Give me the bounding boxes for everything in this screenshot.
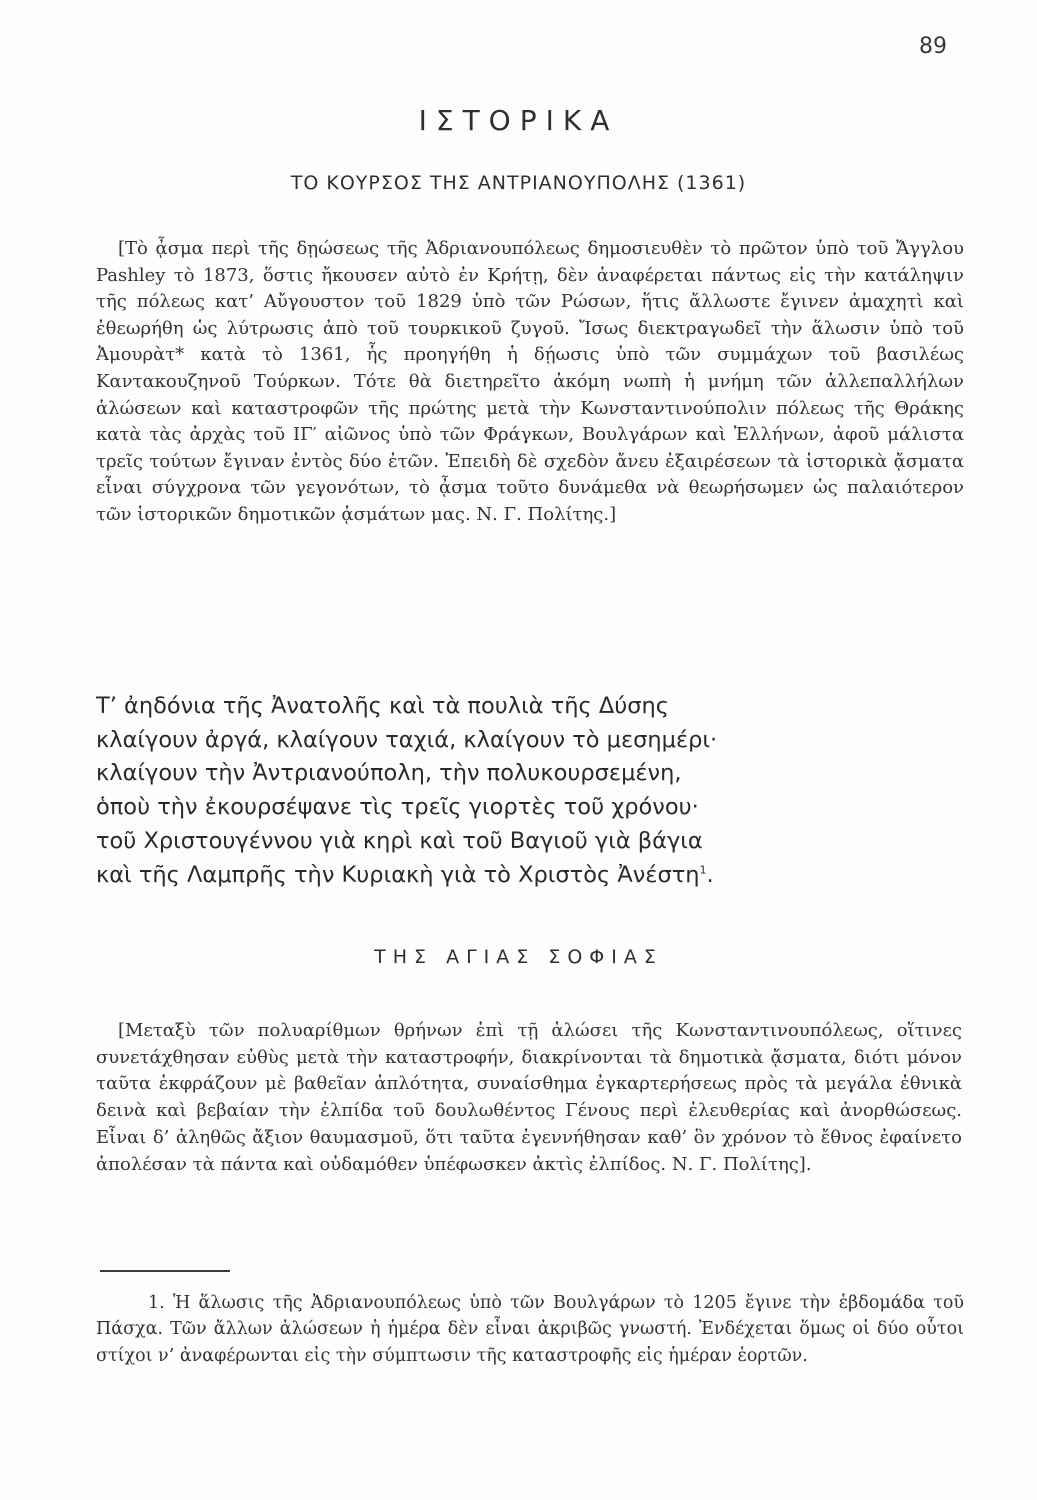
poem-verses (96, 690, 956, 892)
section-intro-text: [Μεταξὺ τῶν πολυαρίθμων θρήνων ἐπὶ τῇ ἁλώσει τῆς Κωνσταντινουπόλεως, οἵτινες συνετάχθησαν εὐθὺς μετὰ τὴν καταστροφήν, διακρίνονται τὰ δημοτικὰ ᾄσματα, διότι μόνον ταῦτα ἐκφράζουν μὲ βαθεῖαν ἁπλότητα, συναίσθημα ἐγκαρτερήσεως πρὸς τὰ μεγάλα ἐθνικὰ δεινὰ καὶ βεβαίαν τὴν ἐλπίδα τοῦ δουλωθέντος Γένους περὶ ἐλευθερίας καὶ ἀνορθώσεως. Εἶναι δ’ ἀληθῶς ἄξιον θαυμασμοῦ, ὅτι ταῦτα ἐγεννήθησαν καθ’ ὃν χρόνον τὸ ἔθνος ἐφαίνετο ἀπολέσαν τὰ πάντα καὶ οὐδαμόθεν ὑπέφωσκεν ἀκτὶς ἐλπίδος. Ν. Γ. Πολίτης]. (96, 1020, 962, 1175)
poem-line-text: καὶ τῆς Λαμπρῆς τὴν Κυριακὴ γιὰ τὸ Χριστὸς Ἀνέστη (96, 861, 700, 888)
poem-line: ὁποὺ τὴν ἐκουρσέψανε τὶς τρεῖς γιορτὲς τοῦ χρόνου· (96, 794, 699, 821)
footnote-text: 1. Ἡ ἅλωσις τῆς Ἀδριανουπόλεως ὑπὸ τῶν Βουλγάρων τὸ 1205 ἔγινε τὴν ἑβδομάδα τοῦ Πάσχα. Τῶν ἄλλων ἁλώσεων ἡ ἡμέρα δὲν εἶναι ἀκριβῶς γνωστή. Ἐνδέχεται ὅμως οἱ δύο οὗτοι στίχοι ν’ ἀναφέρωνται εἰς τὴν σύμπτωσιν τῆς καταστροφῆς εἰς ἡμέραν ἑορτῶν. (96, 1293, 964, 1366)
poem-line: Τ’ ἀηδόνια τῆς Ἀνατολῆς καὶ τὰ πουλιὰ τῆς Δύσης (96, 693, 669, 719)
page-title: ΙΣΤΟΡΙΚΑ (418, 104, 619, 137)
footnote (96, 1290, 964, 1369)
poem-line: κλαίγουν ἀργά, κλαίγουν ταχιά, κλαίγουν τὸ μεσημέρι· (96, 726, 718, 753)
section-intro-paragraph (96, 1018, 962, 1178)
poem-line-last (96, 859, 956, 893)
footnote-marker: 1 (699, 863, 707, 877)
poem-line: κλαίγουν τὴν Ἀντριανούπολη, τὴν πολυκουρσεμένη, (96, 760, 682, 787)
poem-line: τοῦ Χριστουγέννου γιὰ κηρὶ καὶ τοῦ Βαγιοῦ γιὰ βάγια (96, 827, 703, 854)
poem-title: ΤΟ ΚΟΥΡΣΟΣ ΤΗΣ ΑΝΤΡΙΑΝΟΥΠΟΛΗΣ (1361) (290, 172, 747, 194)
intro-text: [Τὸ ᾆσμα περὶ τῆς δῃώσεως τῆς Ἀδριανουπόλεως δημοσιευθὲν τὸ πρῶτον ὑπὸ τοῦ Ἄγγλου Pashley τὸ 1873, ὅστις ἤκουσεν αὐτὸ ἐν Κρήτῃ, δὲν ἀναφέρεται πάντως εἰς τὴν κατάληψιν τῆς πόλεως κατ’ Αὔγουστον τοῦ 1829 ὑπὸ τῶν Ρώσων, ἥτις ἄλλωστε ἔγινεν ἀμαχητὶ καὶ ἐθεωρήθη ὡς λύτρωσις ἀπὸ τοῦ τουρκικοῦ ζυγοῦ. Ἴσως διεκτραγωδεῖ τὴν ἅλωσιν ὑπὸ τοῦ Ἀμουρὰτ* κατὰ τὸ 1361, ἧς προηγήθη ἡ δῄωσις ὑπὸ τῶν συμμάχων τοῦ βασιλέως Καντακουζηνοῦ Τούρκων. Τότε θὰ διετηρεῖτο ἀκόμη νωπὴ ἡ μνήμη τῶν ἀλλεπαλλήλων ἁλώσεων καὶ καταστροφῶν τῆς πρώτης μετὰ τὴν Κωνσταντινούπολιν πόλεως τῆς Θράκης κατὰ τὰς ἀρχὰς τοῦ ΙΓ′ αἰῶνος ὑπὸ τῶν Φράγκων, Βουλγάρων καὶ Ἑλλήνων, ἀφοῦ μάλιστα τρεῖς τούτων ἔγιναν ἐντὸς δύο ἐτῶν. Ἐπειδὴ δὲ σχεδὸν ἄνευ ἐξαιρέσεων τὰ ἱστορικὰ ᾄσματα εἶναι σύγχρονα τῶν γεγονότων, τὸ ᾆσμα τοῦτο δυνάμεθα νὰ θεωρήσωμεν ὡς παλαιότερον τῶν ἱστορικῶν δημοτικῶν ᾀσμάτων μας. Ν. Γ. Πολίτης.] (96, 238, 964, 525)
section-title: ΤΗΣ ΑΓΙΑΣ ΣΟΦΙΑΣ (374, 946, 663, 968)
page-number: 89 (919, 34, 947, 59)
poem-line-end: . (706, 861, 714, 888)
footnote-divider (100, 1270, 230, 1272)
intro-paragraph (96, 236, 964, 529)
